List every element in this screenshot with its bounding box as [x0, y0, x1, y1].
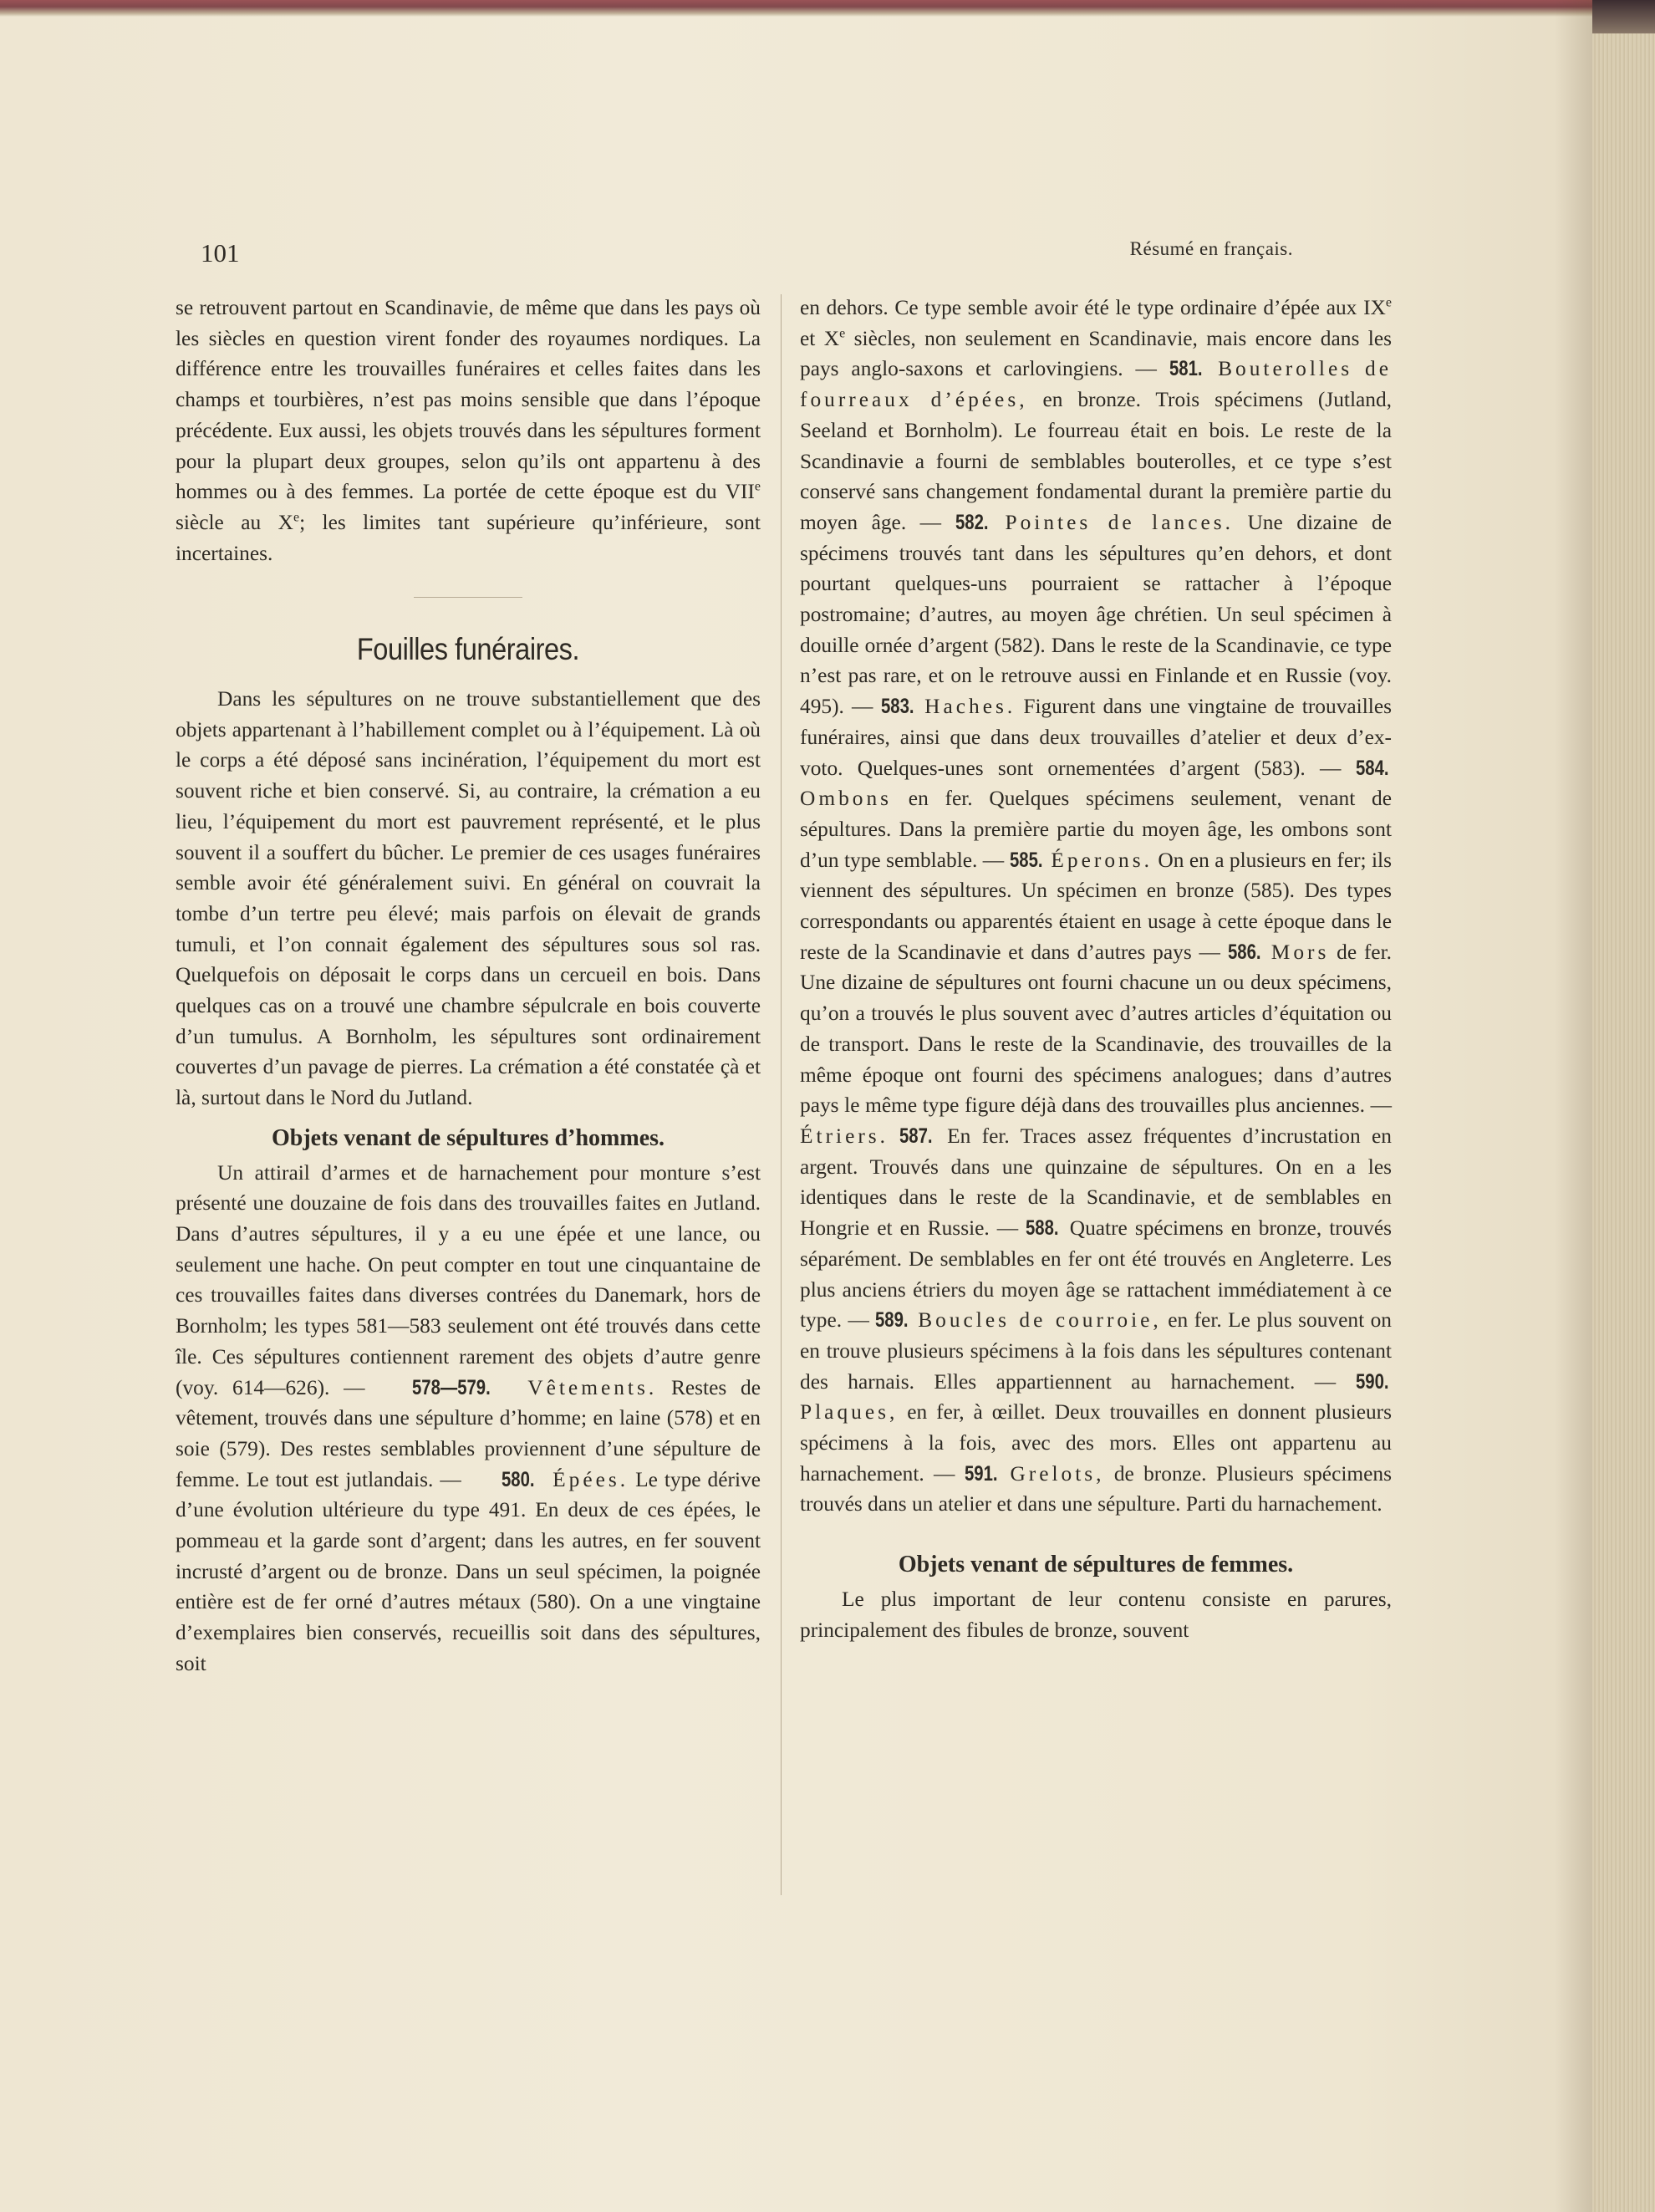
text-run: en fer, à œillet. Deux trouvailles en donnent plusieurs spécimens à la fois, avec des mors. Elles ont appartenu au harnachement. — [800, 1400, 1392, 1486]
text-run: en dehors. Ce type semble avoir été le type ordinaire d’épée aux IX [800, 296, 1386, 319]
text-run: siècle au X [176, 510, 293, 534]
text-run: Le plus important de leur contenu consiste en parures, principalement des fibules de bronze, souvent [800, 1587, 1392, 1642]
item-number: 591. [964, 1461, 998, 1486]
item-term: Étriers. [800, 1124, 889, 1148]
text-run [546, 1468, 553, 1491]
item-term: Plaques, [800, 1400, 899, 1425]
text-run: en fer. Quelques spécimens seulement, venant de sépultures. Dans la première partie du moyen âge, les ombons sont d’un type semblable. — [800, 787, 1392, 872]
item-term: Éperons. [1051, 848, 1153, 872]
women-graves-paragraph [800, 1584, 1392, 1645]
page-stack-edge [1592, 33, 1655, 2212]
item-number: 578—579. [412, 1375, 491, 1399]
text-run: de fer. Une dizaine de sépultures ont fourni chacune un ou deux spécimens, qu’on a trouvés le plus souvent avec d’autres articles d’équitation ou de transport. Dans le reste de la Scandinavie, des trouvailles de la même époque ont fourni des spécimens analogues; dans d’autres pays le même type figure déjà dans des trouvailles plus anciennes. — [800, 940, 1392, 1118]
text-run: ; les limites tant supérieure qu’inférieure, sont incertaines. [176, 510, 761, 565]
item-term: de fourreaux d’épées, [800, 357, 1392, 412]
item-term: Mors [1271, 940, 1330, 964]
men-graves-heading: Objets venant de sépultures d’hommes. [271, 1124, 665, 1151]
item-term: Grelots, [1010, 1461, 1105, 1486]
text-run: de bronze. Plusieurs spécimens trouvés dans un atelier et dans une sépulture. Parti du harnachement. [800, 1461, 1392, 1516]
text-run [1205, 357, 1218, 380]
text-run: En fer. Traces assez fréquentes d’incrustation en argent. Trouvés dans une quinzaine de sépultures. On en a les identiques dans le reste de la Scandinavie, et de semblables en Hongrie et en Russie. — [800, 1124, 1392, 1241]
item-term: Boucles de courroie, [918, 1308, 1162, 1333]
text-run [513, 1376, 527, 1399]
text-run: Une dizaine de spécimens trouvés tant dans les sépultures qu’en dehors, et dont pourtant quelques-uns pourraient se rattacher à l’époque postromaine; d’autres, au moyen âge chrétien. Un seul spécimen à douille ornée d’argent (582). Dans le reste de la Scandinavie, ce type n’est pas rare, et on le retrouve aussi en Finlande et en Russie (voy. 495). — [800, 510, 1393, 719]
item-number: 582. [955, 510, 989, 534]
text-run: Restes de vêtement, trouvés dans une sépulture d’homme; en laine (578) et en soie (579). Des restes semblables proviennent d’une sépulture de femme. Le tout est jutlandais. — [176, 1375, 761, 1491]
text-run: Un attirail d’armes et de harnachement pour monture s’est présenté une douzaine de fois dans des trouvailles faites en Jutland. Dans d’autres sépultures, il y a eu une épée et une lance, ou seulement une hache. On peut compter en tout une cinquantaine de ces trouvailles faites dans diverses contrées du Danemark, hors de Bornholm; les types 581—583 seulement ont été trouvés dans cette île. Ces sépultures contiennent rarement des objets d’autre genre (voy. 614—626). — [176, 1160, 761, 1399]
item-term: Ombons [800, 787, 893, 811]
text-run [917, 695, 924, 718]
women-graves-heading: Objets venant de sépultures de femmes. [898, 1552, 1294, 1578]
section-divider [414, 597, 522, 598]
item-term: Vêtements. [527, 1375, 658, 1399]
book-cover-edge [1592, 0, 1655, 33]
page-number: 101 [201, 238, 240, 268]
text-run [1001, 1462, 1010, 1486]
superscript: e [754, 479, 761, 494]
left-column [176, 293, 761, 1679]
item-number: 589. [875, 1308, 909, 1333]
text-run: On en a plusieurs en fer; ils viennent des sépultures. Un spécimen en bronze (585). Des types correspondants ou apparentés étaient en usage à cette époque dans le reste de la Scandinavie et dans d’autres pays — [800, 848, 1392, 964]
item-number: 590. [1355, 1369, 1389, 1394]
item-term: Bouterolles [1218, 357, 1353, 381]
text-run: Figurent dans une vingtaine de trouvailles funéraires, ainsi que dans deux trouvailles d’atelier et deux d’ex-voto. Quelques-unes sont ornementées d’argent (583). — [800, 695, 1392, 780]
text-run: siècles, non seulement en Scandinavie, mais encore dans les pays anglo-saxons et carlovingiens. — [800, 326, 1392, 381]
text-run [1352, 357, 1365, 380]
item-term: Haches. [924, 695, 1016, 719]
item-number: 587. [899, 1124, 933, 1148]
running-title: Résumé en français. [1129, 238, 1293, 259]
text-run: et X [800, 326, 840, 350]
superscript: e [839, 326, 846, 341]
text-run [1264, 940, 1271, 964]
item-number: 580. [501, 1467, 535, 1491]
text-run: en bronze. Trois spécimens (Jutland, Seeland et Bornholm). Le fourreau était en bois. Le reste de la Scandinavie a fourni de semblables bouterolles, et ce type s’est conservé sans changement fondamental durant la première partie du moyen âge. — [800, 388, 1393, 534]
superscript: e [293, 510, 300, 525]
section-heading: Fouilles funéraires. [356, 632, 580, 667]
page-edge-shadow [1555, 0, 1592, 2212]
item-number: 586. [1227, 940, 1261, 964]
item-number: 583. [880, 695, 914, 719]
men-graves-continued [800, 293, 1392, 1520]
superscript: e [1385, 295, 1392, 310]
text-run: Le type dérive d’une évolution ultérieure du type 491. En deux de ces épées, le pommeau et la garde sont d’argent; dans les autres, en fer souvent incrusté d’argent ou de bronze. Dans un seul spécimen, la poignée entière est de fer orné d’autres métaux (580). On a une vingtaine d’exemplaires bien conservés, recueillis soit dans des sépultures, soit [176, 1467, 761, 1675]
item-number: 581. [1169, 357, 1203, 381]
text-run [889, 1124, 899, 1148]
column-divider [781, 294, 782, 1895]
text-run: se retrouvent partout en Scandinavie, de même que dans les pays où les siècles en question virent fonder des royaumes nordiques. La différence entre les trouvailles funéraires et celles faites dans les champs et tourbières, n’est pas moins sensible que dans l’époque précédente. Eux aussi, les objets trouvés dans les sépultures forment pour la plupart deux groupes, selon qu’ils ont appartenu à des hommes ou à des femmes. La portée de cette époque est du VII [176, 296, 761, 504]
item-number: 584. [1355, 756, 1389, 780]
text-run [991, 511, 1006, 534]
text-run: Dans les sépultures on ne trouve substantiellement que des objets appartenant à l’habillement complet ou à l’équipement. Là où le corps a été déposé sans incinération, l’équipement du mort est souvent riche et bien conservé. Si, au contraire, la crémation a eu lieu, l’équipement du mort est pauvrement représenté, et le plus souvent il a souffert du bûcher. Le premier de ces usages funéraires semble avoir été généralement suivi. En général on couvrait la tombe d’un tertre peu élevé; mais parfois on élevait de grands tumuli, et l’on connait également des sépultures sous sol ras. Quelquefois on déposait le corps dans un cercueil en bois. Dans quelques cas on a trouvé une chambre sépulcrale en bois couverte d’un tumulus. A Bornholm, les sépultures sont ordinairement couvertes d’un pavage de pierres. La crémation a été constatée çà et là, surtout dans le Nord du Jutland. [176, 687, 761, 1110]
binding-top-edge [0, 0, 1592, 17]
right-column [800, 293, 1392, 1645]
item-number: 585. [1009, 848, 1043, 872]
funeral-paragraph [176, 684, 761, 1114]
intro-paragraph [176, 293, 761, 568]
men-graves-paragraph [176, 1158, 761, 1679]
item-term: Épées. [553, 1467, 629, 1491]
item-term: Pointes de lances. [1005, 510, 1234, 534]
text-run: Quatre spécimens en bronze, trouvés séparément. De semblables en fer ont été trouvés en Angleterre. Les plus anciens étriers du moyen âge se rattachent immédiatement à ce type. — [800, 1216, 1392, 1333]
text-run: en fer. Le plus souvent on en trouve plusieurs spécimens à la fois dans les sépultures contenant des harnais. Elles appartiennent au harnachement. — [800, 1308, 1392, 1394]
item-number: 588. [1026, 1216, 1059, 1241]
